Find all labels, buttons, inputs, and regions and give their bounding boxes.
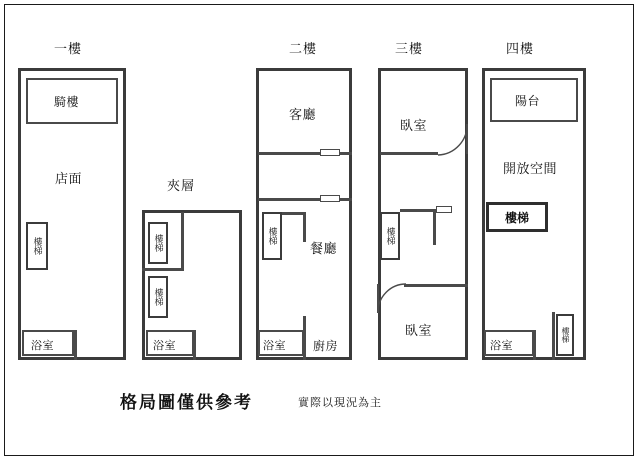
stair-label-floor3: 樓梯 xyxy=(385,227,396,245)
floor2-stair-wall-side xyxy=(303,212,306,242)
floor3-stair-wall-top xyxy=(400,209,436,212)
room-label-yangtai: 陽台 xyxy=(515,94,541,108)
floor2-door-2 xyxy=(320,195,340,202)
stair-label-floor4-small: 樓梯 xyxy=(561,327,570,343)
stair-label-mezzanine-upper: 樓梯 xyxy=(153,234,164,252)
room-label-qilou: 騎樓 xyxy=(54,95,80,109)
caption-main: 格局圖僅供參考 xyxy=(120,393,253,412)
floor3-door-top xyxy=(436,206,452,213)
room-label-dianmian: 店面 xyxy=(55,171,83,186)
floor3-divider-1 xyxy=(380,152,438,155)
stair-box-mezzanine-lower xyxy=(148,276,168,318)
stair-label-mezzanine-lower: 樓梯 xyxy=(153,288,164,306)
mezzanine-divider-2 xyxy=(181,212,184,270)
floor3-stair-wall-side xyxy=(433,209,436,245)
stair-box-floor2 xyxy=(262,212,282,260)
room-label-woshi-upper: 臥室 xyxy=(400,118,428,133)
room-label-keting: 客廳 xyxy=(289,107,317,122)
floor-title-2: 二樓 xyxy=(289,41,318,56)
stair-box-floor4-main xyxy=(486,202,548,232)
floor2-divider-1 xyxy=(258,152,320,155)
bath-wall-floor1 xyxy=(74,330,77,360)
floor2-divider-2b xyxy=(340,198,352,201)
bath-label-floor4: 浴室 xyxy=(490,340,513,352)
floor-title-3: 三樓 xyxy=(395,41,424,56)
room-label-woshi-lower: 臥室 xyxy=(405,323,433,338)
door-arc-floor3-lower xyxy=(376,282,408,316)
mezzanine-divider-1 xyxy=(142,268,184,271)
stair-label-floor2: 樓梯 xyxy=(267,227,278,245)
room-label-chufang: 廚房 xyxy=(313,339,339,353)
bath-wall-mezzanine xyxy=(193,330,196,360)
stair-box-floor4-small xyxy=(556,314,574,356)
door-arc-floor3-upper xyxy=(437,120,469,156)
bath-wall-floor2 xyxy=(303,316,306,360)
floor2-door-1 xyxy=(320,149,340,156)
floor3-divider-2 xyxy=(404,284,468,287)
bath-wall-floor4 xyxy=(533,330,536,360)
floor-title-1: 一樓 xyxy=(54,41,83,56)
stair-label-floor1: 樓梯 xyxy=(32,237,43,255)
room-label-kaifang: 開放空間 xyxy=(503,161,558,176)
floor2-divider-2 xyxy=(258,198,320,201)
bath-label-mezzanine: 浴室 xyxy=(153,340,176,352)
stair-label-floor4-main: 樓梯 xyxy=(504,210,529,225)
floor2-divider-1b xyxy=(340,152,352,155)
stair-box-floor1 xyxy=(26,222,48,270)
stair-box-floor3 xyxy=(380,212,400,260)
bath-label-floor2: 浴室 xyxy=(263,340,286,352)
room-label-canting: 餐廳 xyxy=(310,241,338,256)
floor4-stair-wall xyxy=(552,312,555,360)
floor-title-4: 四樓 xyxy=(506,41,535,56)
caption-sub: 實際以現況為主 xyxy=(298,397,382,409)
bath-label-floor1: 浴室 xyxy=(31,340,54,352)
stair-box-mezzanine-upper xyxy=(148,222,168,264)
floor-title-mezzanine: 夾層 xyxy=(167,178,196,193)
